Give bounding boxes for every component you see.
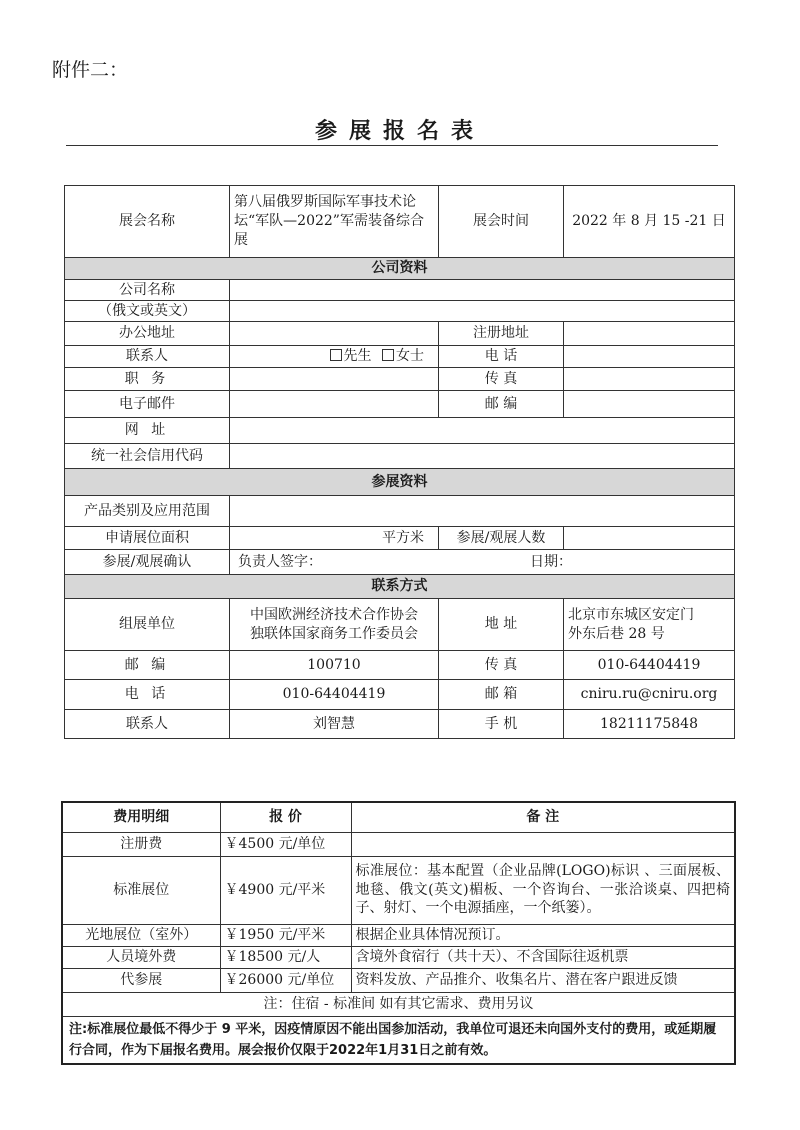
confirm-label: 参展/观展确认 xyxy=(65,550,230,575)
company-name-foreign-field[interactable] xyxy=(230,301,735,322)
exhibition-time-value: 2022 年 8 月 15 -21 日 xyxy=(564,186,735,258)
signature-field[interactable] xyxy=(230,550,735,575)
address-value xyxy=(564,599,735,651)
organizer-label: 组展单位 xyxy=(65,599,230,651)
email-row xyxy=(65,391,735,418)
org-postcode-value: 100710 xyxy=(230,651,439,680)
fee-price: ￥26000 元/单位 xyxy=(220,968,351,992)
fee-row xyxy=(62,946,735,968)
position-label: 职 务 xyxy=(65,368,230,391)
fee-item: 人员境外费 xyxy=(62,946,220,968)
fee-note: 含境外食宿行（共十天）、不含国际往返机票 xyxy=(351,946,735,968)
org-contact-value: 刘智慧 xyxy=(230,710,439,739)
exhibition-info-row xyxy=(65,186,735,258)
terms-note: 注:标准展位最低不得少于 9 平米，因疫情原因不能出国参加活动，我单位可退还未向国外支付的费用，或延期履行合同，作为下届报名费用。展会报价仅限于2022年1月31日之前有效。 xyxy=(62,1016,735,1064)
mr-label: 先生 xyxy=(343,348,372,365)
attachment-label: 附件二： xyxy=(52,59,129,81)
terms-row xyxy=(62,1016,735,1064)
attendees-field[interactable] xyxy=(564,527,735,550)
product-row xyxy=(65,496,735,527)
product-field[interactable] xyxy=(230,496,735,527)
fee-item: 光地展位（室外） xyxy=(62,924,220,946)
fee-footnote: 注：住宿 - 标准间 如有其它需求、费用另议 xyxy=(62,992,735,1016)
product-label: 产品类别及应用范围 xyxy=(65,496,230,527)
organizer-row xyxy=(65,599,735,651)
org-phone-row xyxy=(65,680,735,710)
org-fax-value: 010-64404419 xyxy=(564,651,735,680)
website-label: 网 址 xyxy=(65,418,230,444)
company-section-title: 公司资料 xyxy=(65,258,735,280)
attendees-label: 参展/观展人数 xyxy=(439,527,564,550)
company-section-header xyxy=(65,258,735,280)
company-name-row xyxy=(65,280,735,301)
email-label: 电子邮件 xyxy=(65,391,230,418)
gender-options xyxy=(230,346,439,368)
org-email-label: 邮 箱 xyxy=(439,680,564,710)
mr-checkbox[interactable] xyxy=(330,349,342,361)
confirm-row xyxy=(65,550,735,575)
address-line-2: 外东后巷 28 号 xyxy=(568,625,665,642)
fee-header-row xyxy=(62,802,735,832)
sqm-unit: 平方米 xyxy=(382,529,424,546)
exhibition-time-label: 展会时间 xyxy=(439,186,564,258)
signature-label: 负责人签字： xyxy=(238,553,322,570)
exhibit-section-header xyxy=(65,469,735,496)
credit-code-row xyxy=(65,444,735,469)
fee-footnote-row xyxy=(62,992,735,1016)
exhibition-name-value: 第八届俄罗斯国际军事技术论坛“军队—2022”军需装备综合展 xyxy=(230,186,439,258)
organizer-value xyxy=(230,599,439,651)
fee-item: 代参展 xyxy=(62,968,220,992)
org-fax-label: 传 真 xyxy=(439,651,564,680)
fee-row xyxy=(62,924,735,946)
registered-address-label: 注册地址 xyxy=(439,322,564,346)
company-name-sub-row xyxy=(65,301,735,322)
fee-note: 标准展位：基本配置（企业品牌(LOGO)标识 、三面展板、地毯、俄文(英文)楣板、一个咨询台、一张洽谈桌、四把椅子、射灯、一个电源插座，一个纸篓）。 xyxy=(351,856,735,924)
registered-address-field[interactable] xyxy=(564,322,735,346)
fee-table xyxy=(61,801,736,1065)
org-phone-value: 010-64404419 xyxy=(230,680,439,710)
exhibition-name-label: 展会名称 xyxy=(65,186,230,258)
org-postcode-row xyxy=(65,651,735,680)
fee-item: 注册费 xyxy=(62,832,220,856)
position-row xyxy=(65,368,735,391)
fee-note: 根据企业具体情况预订。 xyxy=(351,924,735,946)
fee-col-note: 备 注 xyxy=(351,802,735,832)
postcode-field[interactable] xyxy=(564,391,735,418)
email-field[interactable] xyxy=(230,391,439,418)
mobile-label: 手 机 xyxy=(439,710,564,739)
company-name-sublabel: （俄文或英文） xyxy=(65,301,230,322)
mobile-value: 18211175848 xyxy=(564,710,735,739)
contact-row xyxy=(65,346,735,368)
fee-price: ￥18500 元/人 xyxy=(220,946,351,968)
fax-label: 传 真 xyxy=(439,368,564,391)
ms-label: 女士 xyxy=(396,348,424,365)
position-field[interactable] xyxy=(230,368,439,391)
org-email-value: cniru.ru@cniru.org xyxy=(564,680,735,710)
fee-item: 标准展位 xyxy=(62,856,220,924)
exhibit-section-title: 参展资料 xyxy=(65,469,735,496)
fee-note xyxy=(351,832,735,856)
ms-checkbox[interactable] xyxy=(382,349,394,361)
fee-note: 资料发放、产品推介、收集名片、潜在客户跟进反馈 xyxy=(351,968,735,992)
website-row xyxy=(65,418,735,444)
fee-row xyxy=(62,832,735,856)
address-line-1: 北京市东城区安定门 xyxy=(568,606,694,623)
booth-area-field[interactable] xyxy=(230,527,439,550)
fee-row xyxy=(62,856,735,924)
company-name-label: 公司名称 xyxy=(65,280,230,301)
booth-area-label: 申请展位面积 xyxy=(65,527,230,550)
address-row xyxy=(65,322,735,346)
contact-section-header xyxy=(65,575,735,599)
fee-col-item: 费用明细 xyxy=(62,802,220,832)
contact-label: 联系人 xyxy=(65,346,230,368)
page-title: 参展报名表 xyxy=(314,118,485,144)
date-label: 日期： xyxy=(530,553,572,570)
organizer-line-1: 中国欧洲经济技术合作协会 xyxy=(250,606,418,623)
organizer-line-2: 独联体国家商务工作委员会 xyxy=(250,625,418,642)
credit-code-field[interactable] xyxy=(230,444,735,469)
company-name-field[interactable] xyxy=(230,280,735,301)
title-divider xyxy=(66,145,718,146)
fee-price: ￥1950 元/平米 xyxy=(220,924,351,946)
fee-row xyxy=(62,968,735,992)
address-label: 地 址 xyxy=(439,599,564,651)
fee-price: ￥4500 元/单位 xyxy=(220,832,351,856)
postcode-label: 邮 编 xyxy=(439,391,564,418)
fax-field[interactable] xyxy=(564,368,735,391)
fee-col-price: 报 价 xyxy=(220,802,351,832)
phone-field[interactable] xyxy=(564,346,735,368)
org-phone-label: 电 话 xyxy=(65,680,230,710)
org-contact-row xyxy=(65,710,735,739)
credit-code-label: 统一社会信用代码 xyxy=(65,444,230,469)
office-address-field[interactable] xyxy=(230,322,439,346)
org-postcode-label: 邮 编 xyxy=(65,651,230,680)
org-contact-label: 联系人 xyxy=(65,710,230,739)
website-field[interactable] xyxy=(230,418,735,444)
fee-price: ￥4900 元/平米 xyxy=(220,856,351,924)
office-address-label: 办公地址 xyxy=(65,322,230,346)
contact-section-title: 联系方式 xyxy=(65,575,735,599)
registration-form-table xyxy=(64,185,735,739)
booth-area-row xyxy=(65,527,735,550)
phone-label: 电 话 xyxy=(439,346,564,368)
